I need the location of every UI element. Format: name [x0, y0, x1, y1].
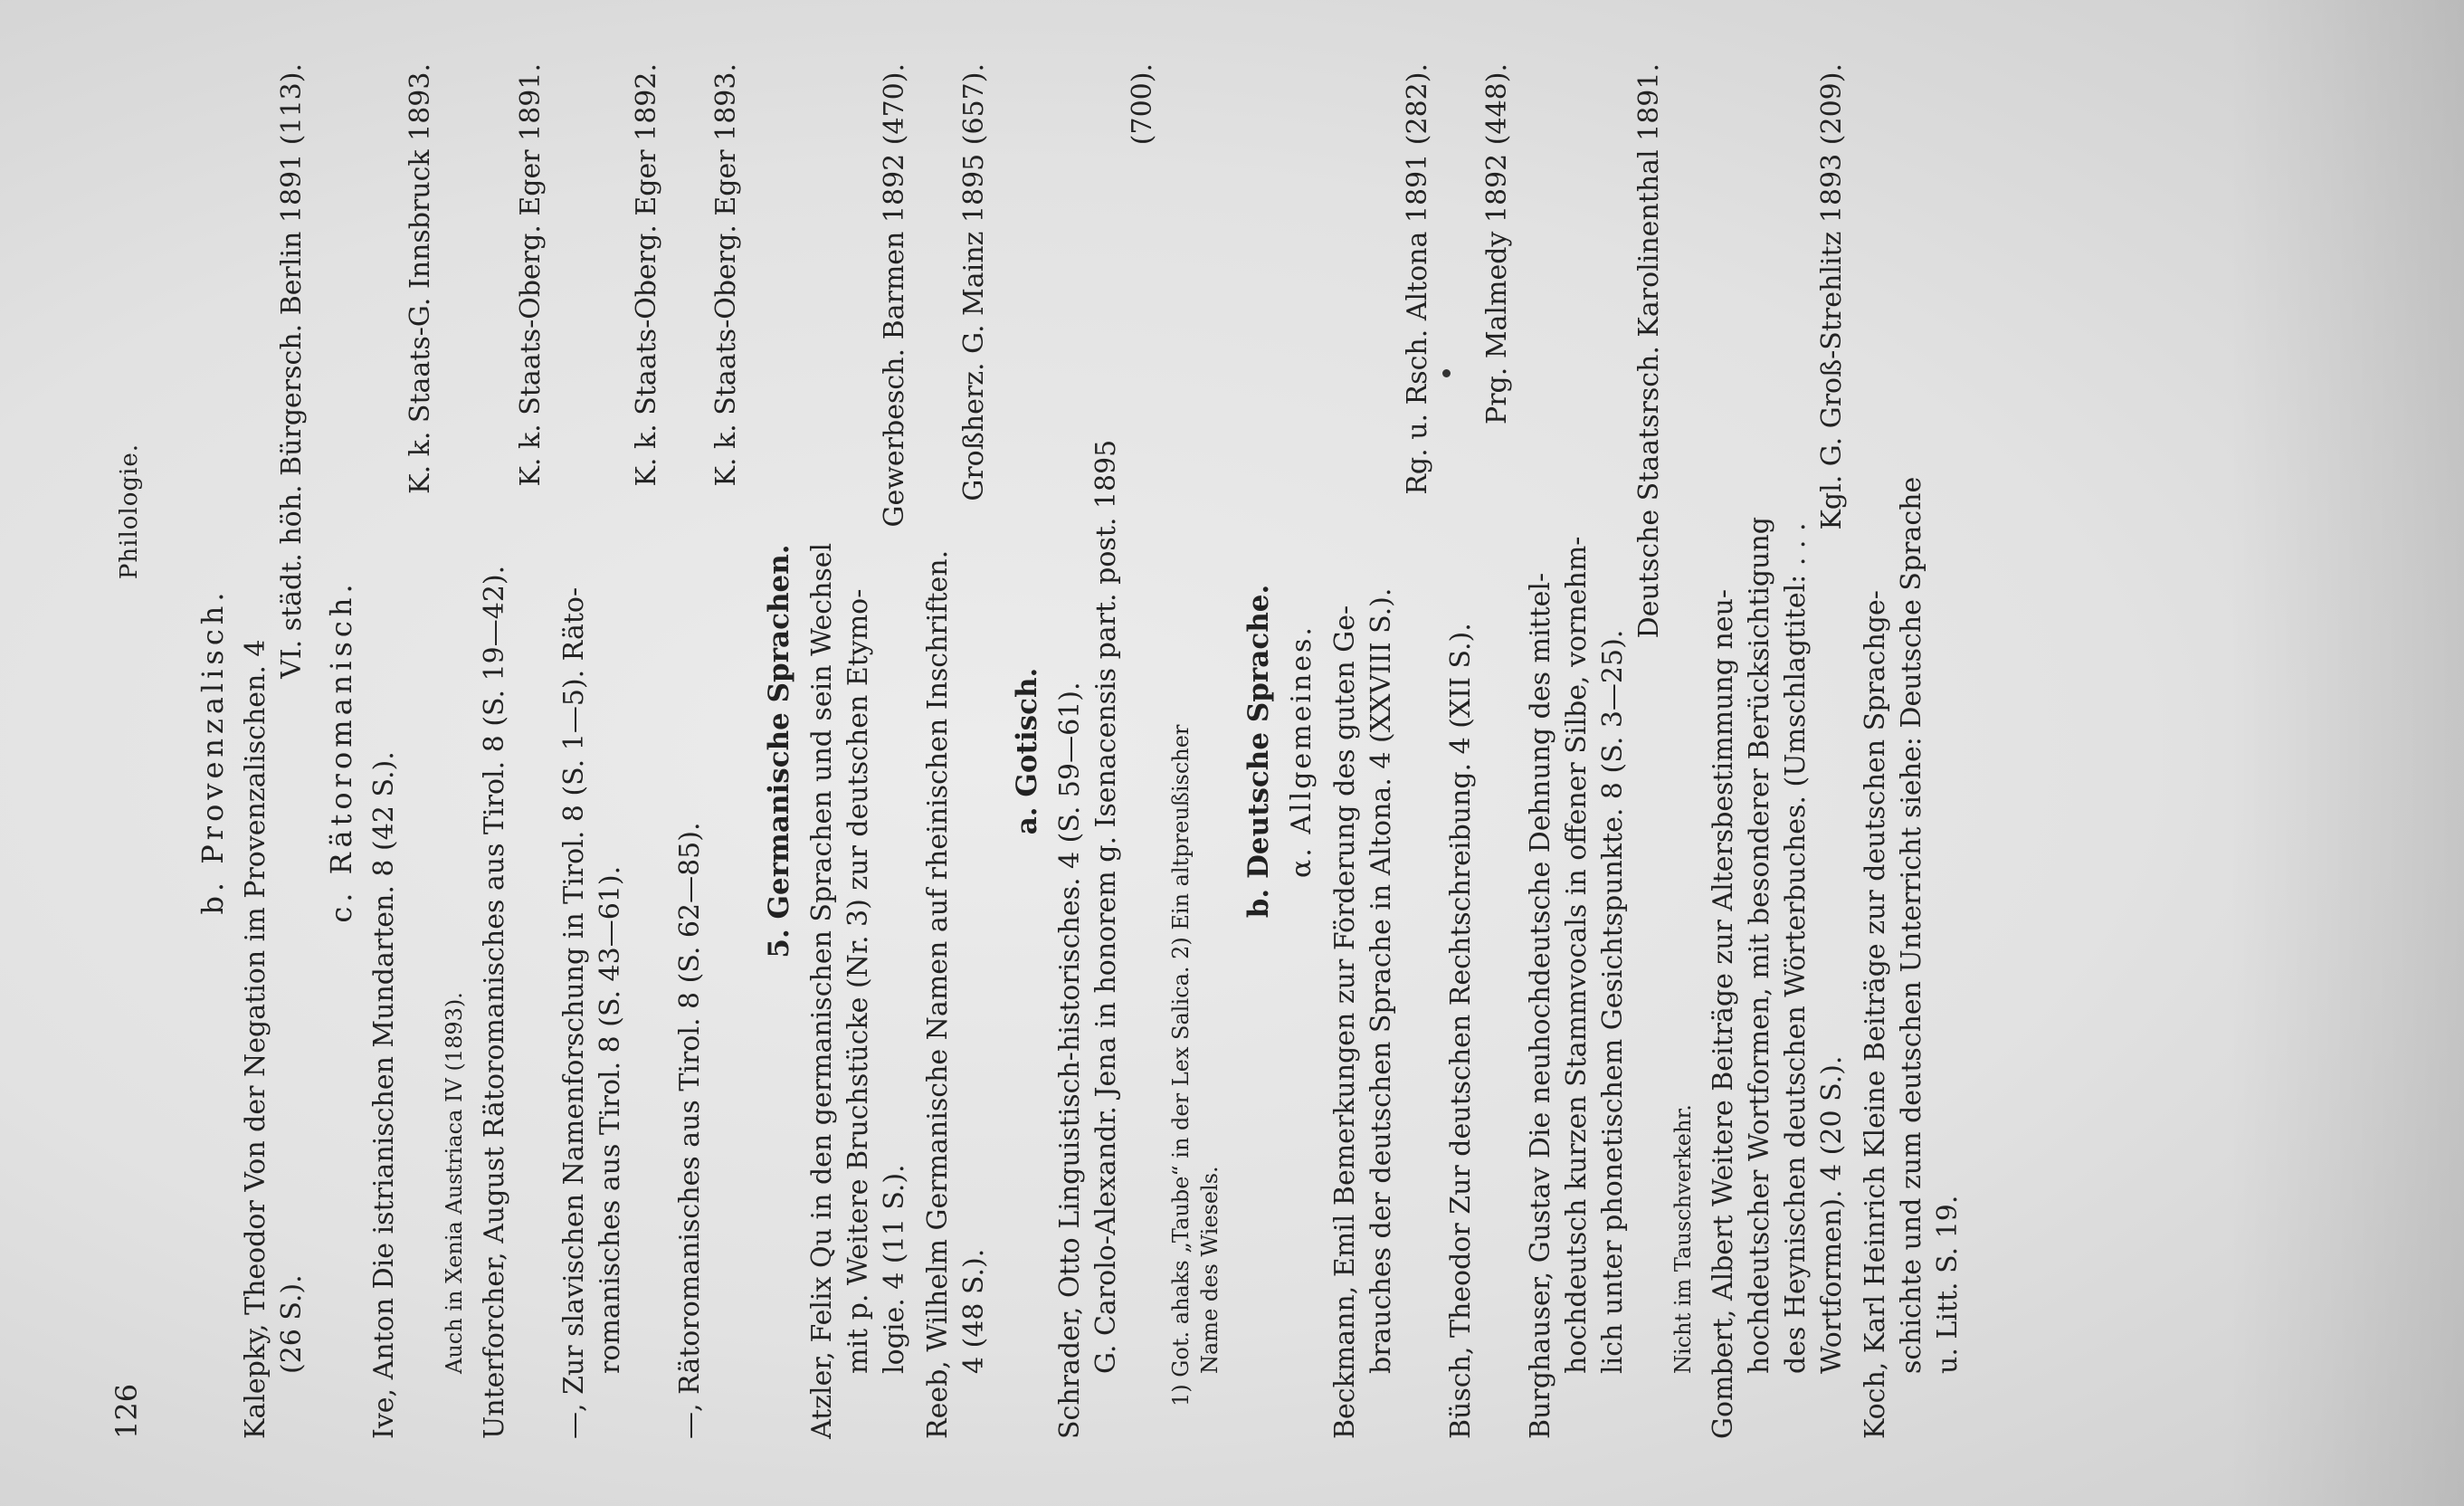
section-heading-germanisch: 5. Germanische Sprachen. [763, 544, 795, 958]
section-heading-deutsch: b. Deutsche Sprache. [1242, 584, 1275, 919]
entry-atzler [804, 63, 913, 1439]
entry-kalepky [238, 63, 310, 1439]
entry-line: —, Zur slavischen Namenforschung in Tirol. 8 (S. 1—5). Räto- [558, 586, 590, 1439]
entry-koch [1858, 63, 1966, 1439]
entry-line: brauches der deutschen Sprache in Altona. 4 (XXVIII S.). [1365, 587, 1397, 1374]
entry-line: schichte und zum deutschen Unterricht siehe: Deutsche Sprache [1896, 476, 1927, 1374]
entry-line-part: logie. 4 (11 S.). [879, 1164, 910, 1374]
section-heading-raetoromanisch: c. Rätoromanisch. [324, 579, 358, 923]
entry-line: Koch, Karl Heinrich Kleine Beiträge zur deutschen Sprachge- [1860, 590, 1891, 1439]
entry-line-part: Kgl. G. Groß-Strehlitz 1893 (209). [1816, 63, 1848, 530]
entry-line: —, Rätoromanisches aus Tirol. 8 (S. 62—85). [674, 822, 706, 1439]
entry-line: des Heynischen deutschen Wörterbuches. (Umschlagtitel: . . . [1780, 522, 1812, 1374]
footnote-line: Name des Wiesels. [1197, 1166, 1222, 1374]
subsection-heading-allgemeines: α. Allgemeines. [1286, 624, 1318, 878]
footnote-line: 1) Got. ahaks „Taube“ in der Lex Salica. 2) Ein altpreußischer [1168, 724, 1194, 1406]
entry-line-part: Großherz. G. Mainz 1895 (657). [958, 63, 990, 501]
entry-line: K. k. Staats-Oberg. Eger 1891. [515, 63, 547, 487]
entry-line: K. k. Staats-Oberg. Eger 1893. [710, 63, 742, 487]
section-heading-provenzalisch: b. Provenzalisch. [195, 587, 230, 915]
entry-line: Ive, Anton Die istrianischen Mundarten. 8 (42 S.). [368, 751, 400, 1439]
entry-line: Beckmann, Emil Bemerkungen zur Förderung des guten Ge- [1329, 605, 1361, 1439]
entry-line-part: 4 (48 S.). [958, 1248, 990, 1374]
entry-line: K. k. Staats-Oberg. Eger 1892. [631, 63, 662, 487]
entry-line-part: Wortformen). 4 (20 S.). [1816, 1055, 1848, 1374]
entry-gombert [1706, 63, 1850, 1439]
entry-line [274, 63, 310, 1439]
entry-line: romanisches aus Tirol. 8 (S. 43—61). [595, 865, 626, 1374]
entry-line [877, 63, 913, 1439]
entry-note: Auch in Xenia Austriaca IV (1893). [442, 992, 467, 1374]
entry-unterforcher-1891 [477, 63, 549, 1439]
entry-line: hochdeutscher Wortformen, mit besonderer Berücksichtigung [1744, 517, 1775, 1374]
entry-line [956, 63, 993, 1439]
entry-line: Deutsche Staatsrsch. Karolinenthal 1891. [1633, 63, 1665, 639]
entry-line: Gombert, Albert Weitere Beiträge zur Altersbestimmung neu- [1708, 588, 1739, 1439]
entry-line: u. Litt. S. 19. [1932, 1195, 1964, 1374]
entry-beckmann [1327, 63, 1436, 1439]
page-number: 126 [109, 1383, 144, 1439]
entry-buesch [1443, 63, 1516, 1439]
entry-line: K. k. Staats-G. Innsbruck 1893. [404, 63, 436, 494]
entry-line: Prg. Malmedy 1892 (448). [1481, 63, 1513, 424]
entry-ive [366, 63, 439, 1439]
entry-line: Schrader, Otto Linguistisch-historisches. 4 (S. 59—61). [1054, 682, 1086, 1439]
footnote-gotisch [1166, 63, 1224, 1439]
entry-schrader [1052, 63, 1161, 1439]
running-head: Philologie. [116, 443, 143, 580]
entry-reeb [920, 63, 993, 1439]
entry-line: mit p. Weitere Bruchstücke (Nr. 3) zur deutschen Etymo- [842, 588, 874, 1374]
section-heading-gotisch: a. Gotisch. [1011, 667, 1043, 835]
entry-line: (700). [1127, 63, 1158, 146]
entry-line: Atzler, Felix Qu in den germanischen Sprachen und sein Wechsel [806, 542, 838, 1439]
entry-line: Rg. u. Rsch. Altona 1891 (282). [1402, 63, 1433, 495]
entry-unterforcher-1893 [672, 63, 745, 1439]
entry-line: G. Carolo-Alexandr. Jena in honorem g. Isenacensis part. post. 1895 [1090, 439, 1122, 1374]
entry-line: lich unter phonetischem Gesichtspunkte. 8 (S. 3—25). [1597, 629, 1629, 1374]
entry-note: Nicht im Tauschverkehr. [1670, 1104, 1696, 1374]
entry-line: hochdeutsch kurzen Stammvocals in offener Silbe, vornehm- [1561, 536, 1593, 1374]
page-header [109, 63, 147, 1439]
entry-line: Unterforcher, August Rätoromanisches aus Tirol. 8 (S. 19—42). [479, 565, 510, 1439]
entry-line: Büsch, Theodor Zur deutschen Rechtschreibung. 4 (XII S.). [1445, 623, 1477, 1439]
entry-line: Burghauser, Gustav Die neuhochdeutsche Dehnung des mittel- [1525, 572, 1556, 1439]
rotated-text-page [109, 63, 2317, 1439]
entry-line: Kalepky, Theodor Von der Negation im Provenzalischen. 4 [240, 639, 271, 1439]
entry-line: Reeb, Wilhelm Germanische Namen auf rheinischen Inschriften. [922, 549, 954, 1439]
entry-burghauser [1523, 63, 1668, 1439]
entry-unterforcher-1892 [557, 63, 665, 1439]
entry-line-part: Gewerbesch. Barmen 1892 (470). [879, 63, 910, 528]
entry-line-part: VI. städt. höh. Bürgersch. Berlin 1891 (113). [276, 63, 308, 679]
entry-line [1814, 63, 1850, 1439]
entry-line-part: (26 S.). [276, 1274, 308, 1374]
